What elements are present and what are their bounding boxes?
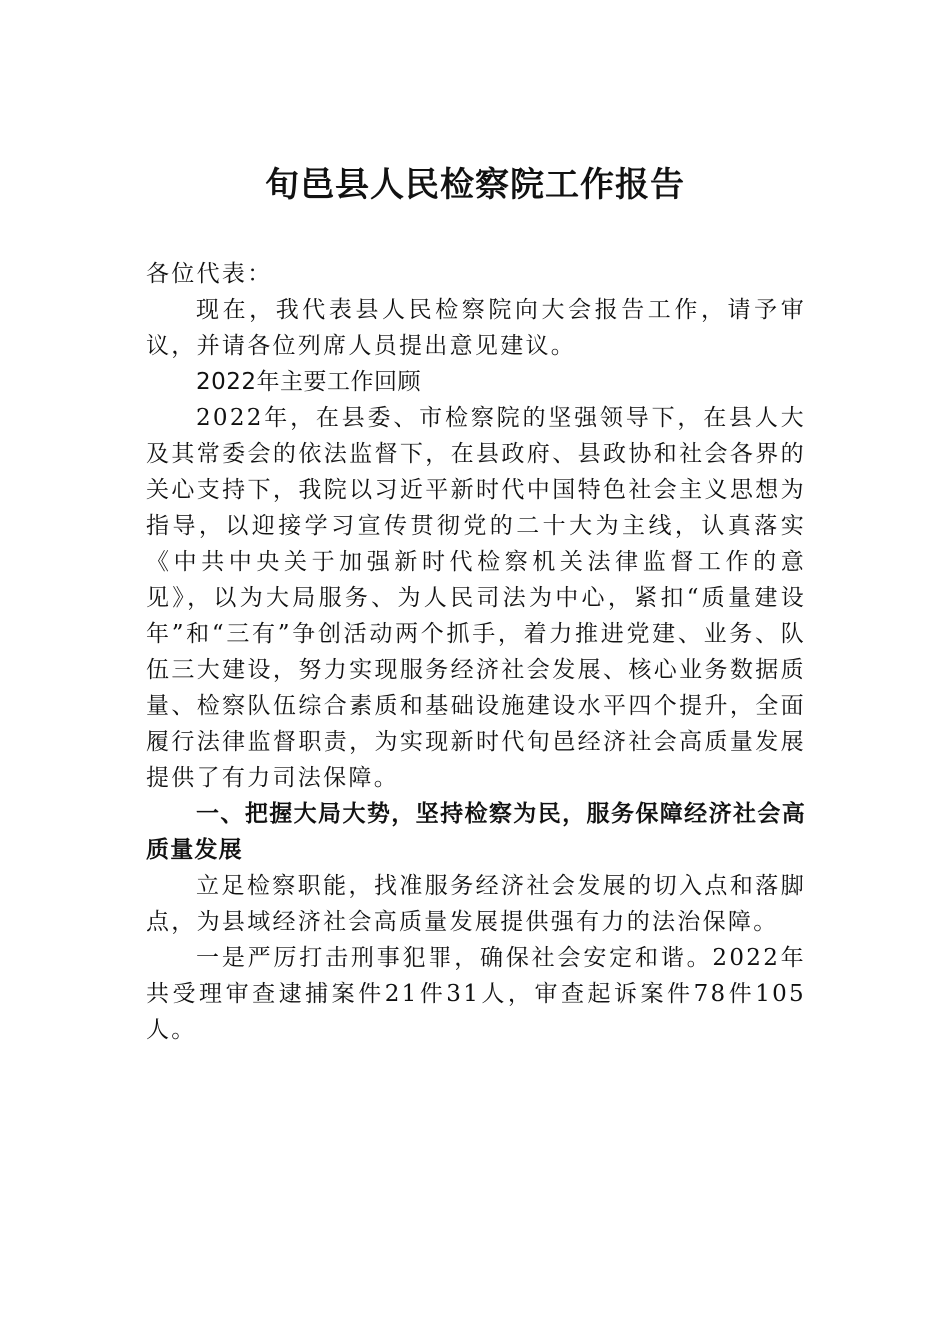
salutation: 各位代表：	[146, 261, 273, 287]
review-subheading: 2022年主要工作回顾	[196, 369, 422, 395]
section-1-paragraph-2: 一是严厉打击刑事犯罪，确保社会安定和谐。2022年共受理审查逮捕案件21件31人，审查起诉案件78件105人。	[146, 945, 806, 1043]
document-title: 旬邑县人民检察院工作报告	[265, 165, 685, 205]
section-1-paragraph-1: 立足检察职能，找准服务经济社会发展的切入点和落脚点，为县域经济社会高质量发展提供强有力的法治保障。	[146, 873, 806, 935]
review-paragraph: 2022年，在县委、市检察院的坚强领导下，在县人大及其常委会的依法监督下，在县政府、县政协和社会各界的关心支持下，我院以习近平新时代中国特色社会主义思想为指导，以迎接学习宣传贯彻党的二十大为主线，认真落实《中共中央关于加强新时代检察机关法律监督工作的意见》，以为大局服务、为人民司法为中心，紧扣“质量建设年”和“三有”争创活动两个抓手，着力推进党建、业务、队伍三大建设，努力实现服务经济社会发展、核心业务数据质量、检察队伍综合素质和基础设施建设水平四个提升，全面履行法律监督职责，为实现新时代旬邑经济社会高质量发展提供了有力司法保障。	[146, 405, 806, 791]
intro-paragraph: 现在，我代表县人民检察院向大会报告工作，请予审议，并请各位列席人员提出意见建议。	[146, 297, 806, 359]
section-1-heading: 一、把握大局大势，坚持检察为民，服务保障经济社会高质量发展	[146, 801, 806, 863]
document-body	[146, 256, 806, 1048]
